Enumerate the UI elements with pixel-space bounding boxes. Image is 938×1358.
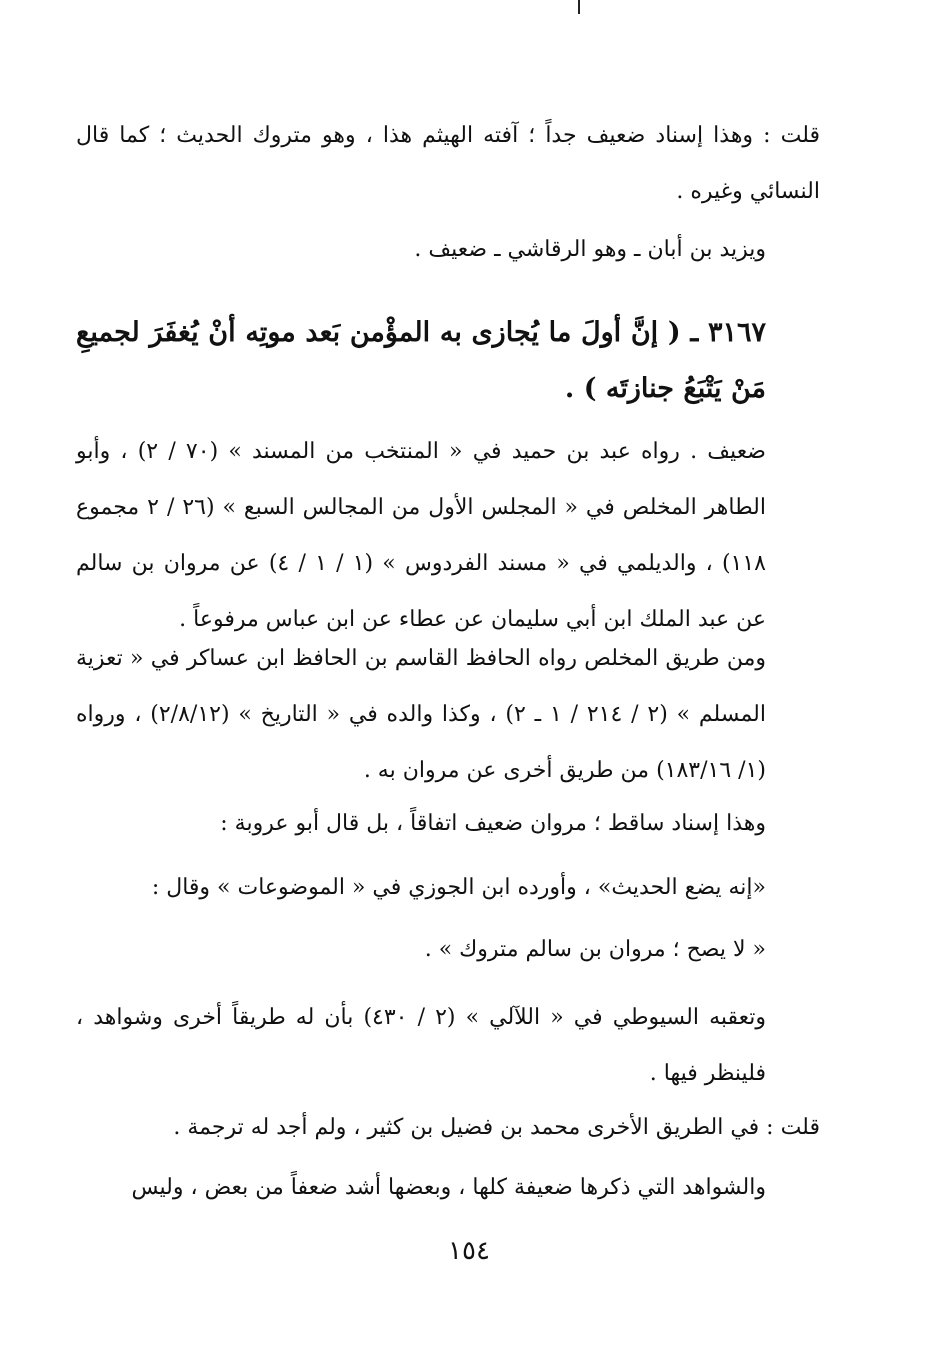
hadith-text: ٣١٦٧ ـ ( إنَّ أولَ ما يُجازى به المؤْمن بَعد موتِه أنْ يُغفَرَ لجميعِ مَنْ يَتْبَعُ جنازتَه ) . <box>76 317 766 404</box>
paragraph-suyuti: وتعقبه السيوطي في « اللآلي » (٢ / ٤٣٠) بأن له طريقاً أخرى وشواهد ، فلينظر فيها . <box>76 1005 766 1086</box>
paragraph-commentary-4: والشواهد التي ذكرها ضعيفة كلها ، وبعضها أشد ضعفاً من بعض ، وليس <box>131 1175 766 1200</box>
paragraph-quote-2: « لا يصح ؛ مروان بن سالم متروك » . <box>424 937 766 962</box>
paragraph-takhrij-2: ومن طريق المخلص رواه الحافظ القاسم بن الحافظ ابن عساكر في « تعزية المسلم » (٢ / ٢١٤ / ١ ـ ٢) ، وكذا والده في « التاريخ » (٢/٨/١٢) ، ورواه (١/ ١٨٣/١٦) من طريق أخرى عن مروان به . <box>76 646 766 783</box>
top-margin-mark <box>578 0 580 14</box>
paragraph-commentary-3: قلت : في الطريق الأخرى محمد بن فضيل بن كثير ، ولم أجد له ترجمة . <box>173 1115 820 1140</box>
paragraph-quote-1: «إنه يضع الحديث» ، وأورده ابن الجوزي في « الموضوعات » وقال : <box>151 875 766 900</box>
paragraph-commentary-1: قلت : وهذا إسناد ضعيف جداً ؛ آفته الهيثم هذا ، وهو متروك الحديث ؛ كما قال النسائي وغيره . <box>76 123 820 204</box>
paragraph-takhrij-1: ضعيف . رواه عبد بن حميد في « المنتخب من المسند » (٧٠ / ٢) ، وأبو الطاهر المخلص في « المجلس الأول من المجالس السبع » (٢٦ / ٢ مجموع ١١٨) ، والديلمي في « مسند الفردوس » (١ / ١ / ٤) عن مروان بن سالم عن عبد الملك ابن أبي سليمان عن عطاء عن ابن عباس مرفوعاً . <box>76 439 766 632</box>
paragraph-isnad-judgement: وهذا إسناد ساقط ؛ مروان ضعيف اتفاقاً ، بل قال أبو عروبة : <box>220 811 766 836</box>
page-number: ١٥٤ <box>448 1236 490 1266</box>
paragraph-commentary-2: ويزيد بن أبان ـ وهو الرقاشي ـ ضعيف . <box>414 237 766 262</box>
